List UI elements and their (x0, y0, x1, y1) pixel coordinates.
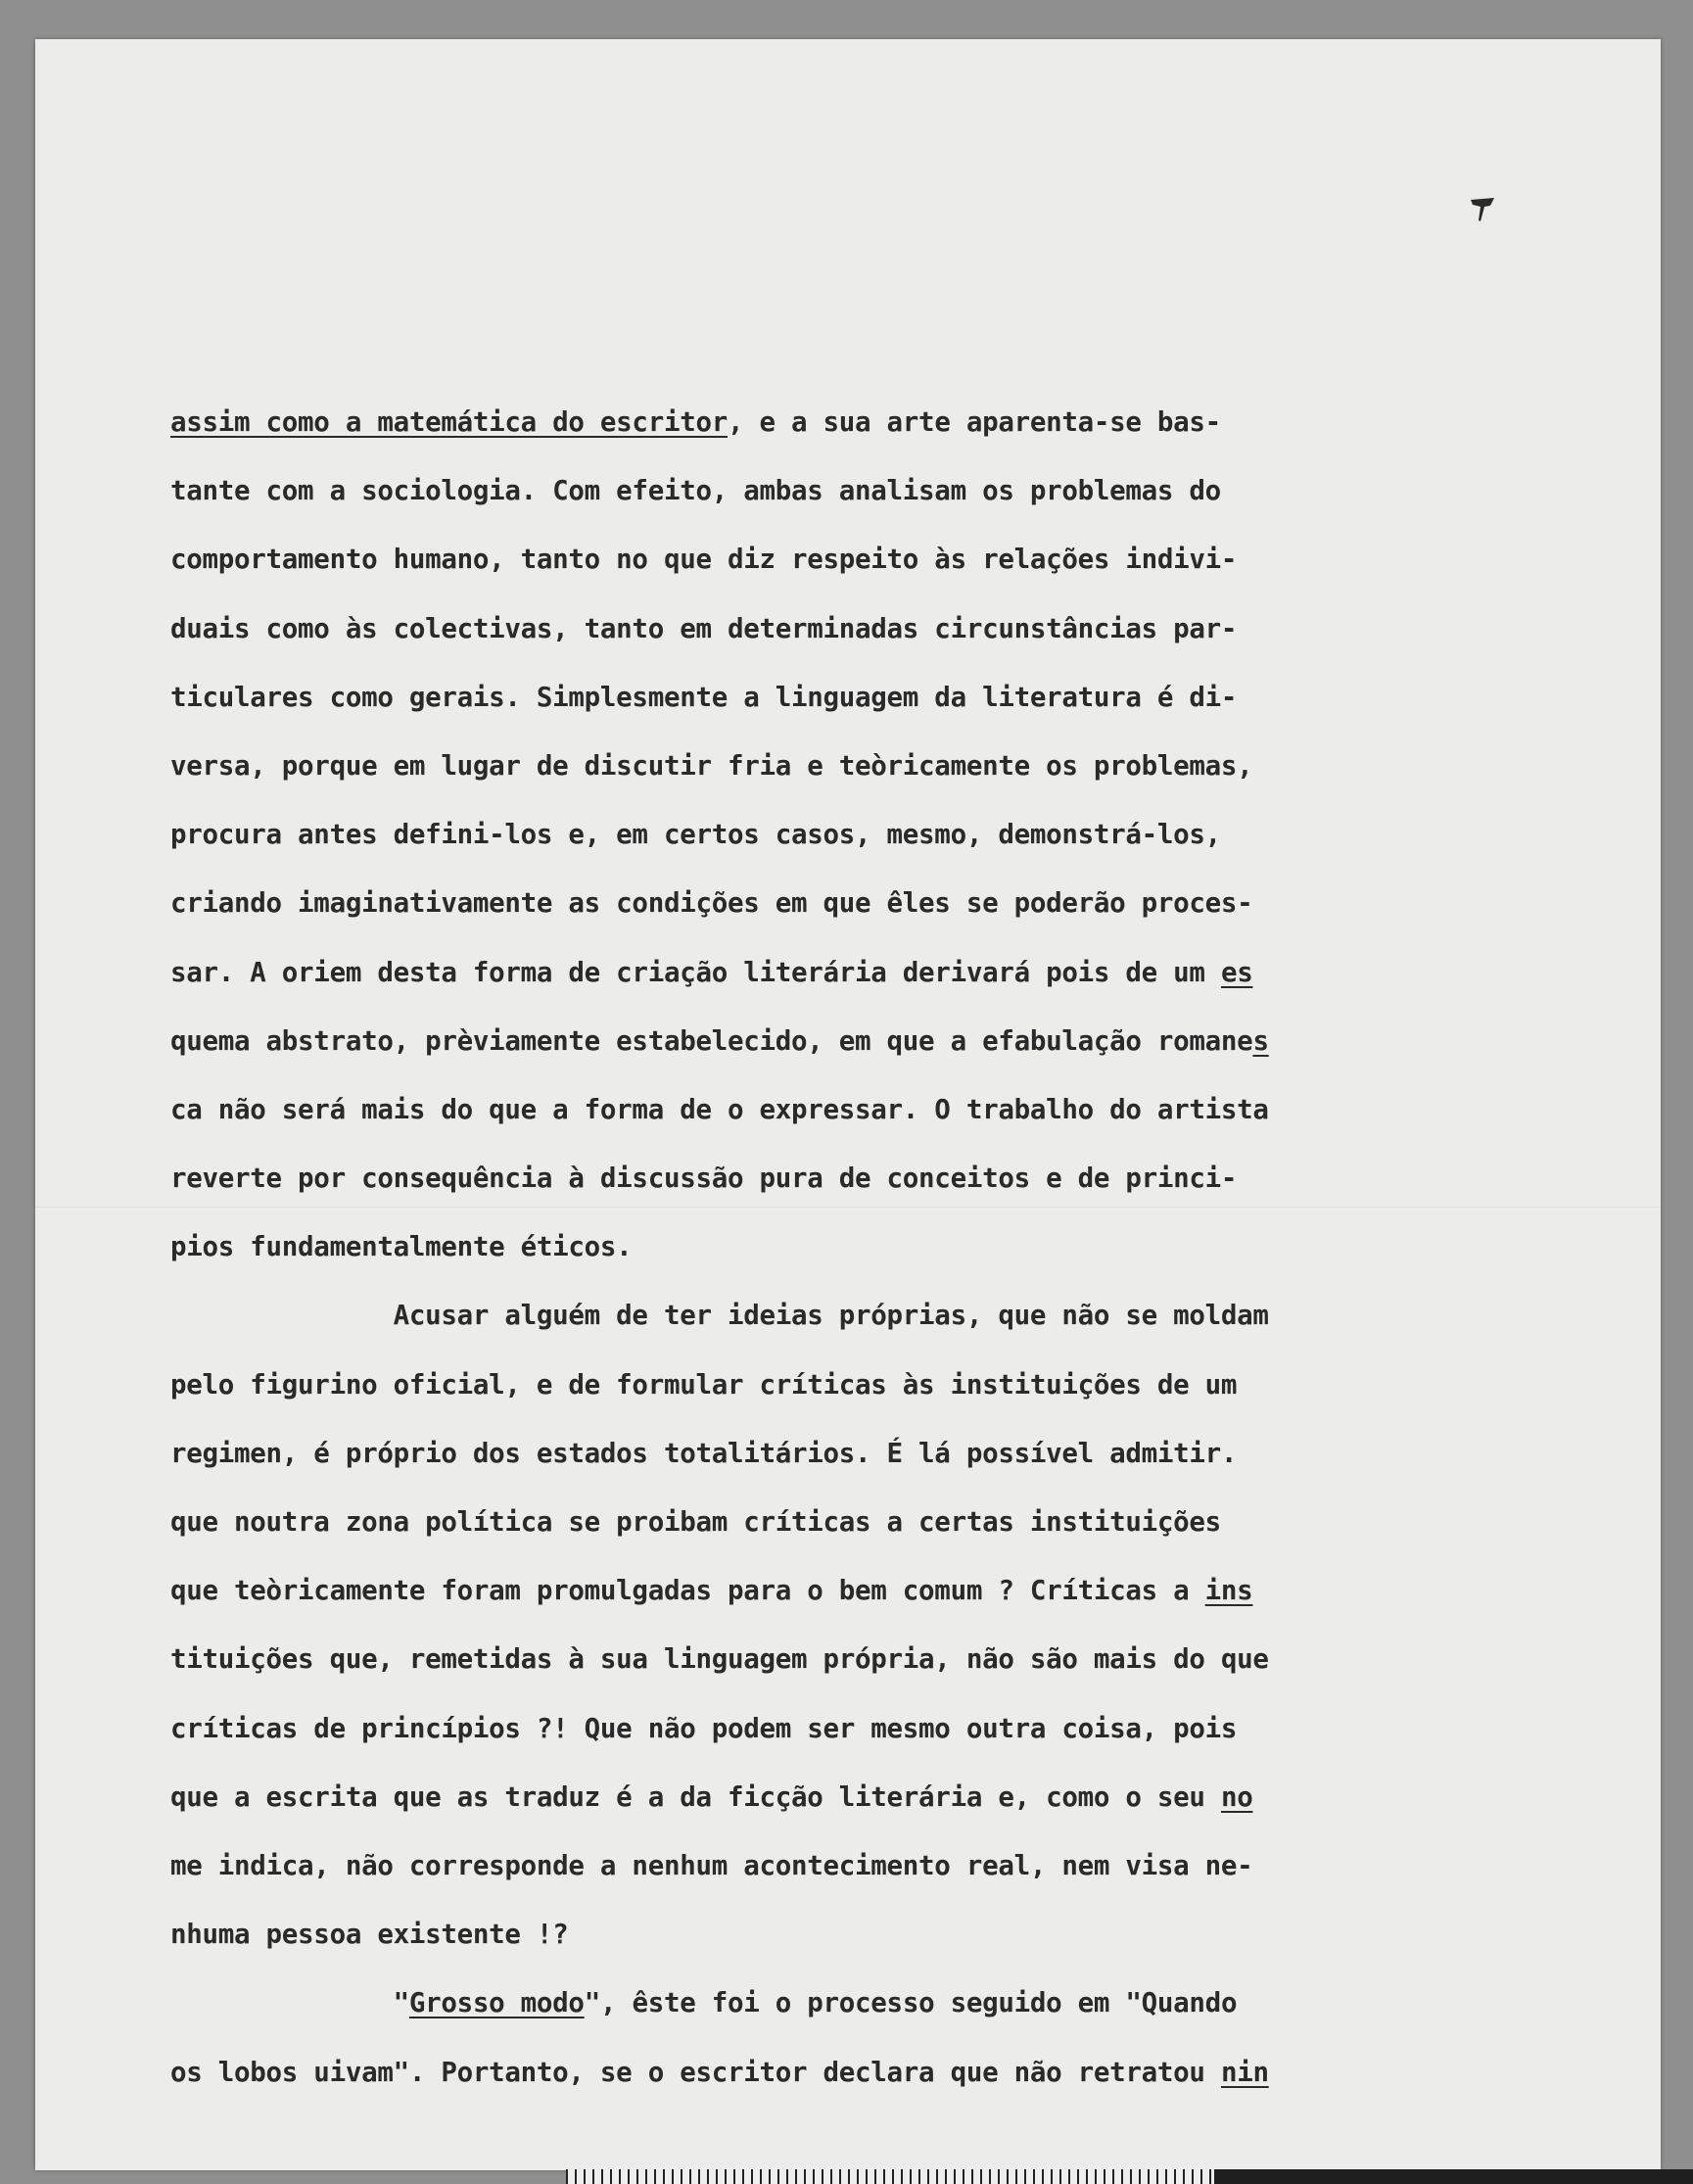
text-line-3: comportamento humano, tanto no que diz respeito às relações indivi- (170, 544, 1238, 576)
text-line-23: nhuma pessoa existente !? (170, 1919, 569, 1951)
text-line-22: me indica, não corresponde a nenhum acontecimento real, nem visa ne- (170, 1849, 1253, 1881)
text-line-18: que teòricamente foram promulgadas para o bem comum ? Críticas a ins (170, 1575, 1253, 1607)
text-line-14: Acusar alguém de ter ideias próprias, que não se moldam (170, 1300, 1269, 1332)
document-page (35, 39, 1661, 2170)
text-line-20: críticas de princípios ?! Que não podem ser mesmo outra coisa, pois (170, 1712, 1238, 1744)
text-line-5: ticulares como gerais. Simplesmente a linguagem da literatura é di- (170, 681, 1238, 713)
ink-mark-icon (1469, 194, 1498, 223)
underlined-fragment: ins (1204, 1575, 1253, 1607)
text-line-11: ca não será mais do que a forma de o expressar. O trabalho do artista (170, 1093, 1269, 1125)
text-line-13: pios fundamentalmente éticos. (170, 1231, 633, 1263)
underlined-phrase: Grosso modo (408, 1987, 585, 2019)
text-line-12: reverte por consequência à discussão pura de conceitos e de princi- (170, 1163, 1238, 1195)
text-line-16: regimen, é próprio dos estados totalitários. É lá possível admitir. (170, 1437, 1238, 1469)
text-line-1: assim como a matemática do escritor, e a sua arte aparenta-se bas- (170, 406, 1221, 438)
text-line-15: pelo figurino oficial, e de formular críticas às instituições de um (170, 1368, 1238, 1401)
text-line-8: criando imaginativamente as condições em que êles se poderão proces- (170, 887, 1253, 920)
underlined-fragment: no (1220, 1780, 1253, 1813)
underlined-fragment: s (1252, 1024, 1269, 1057)
scale-ruler-dark-segment (1214, 2169, 1693, 2184)
underlined-fragment: nin (1220, 2056, 1269, 2088)
text-line-4: duais como às colectivas, tanto em determinadas circunstâncias par- (170, 612, 1238, 644)
text-line-24: "Grosso modo", êste foi o processo seguido em "Quando (170, 1987, 1238, 2019)
typed-text (170, 388, 1561, 2107)
text-line-17: que noutra zona política se proibam críticas a certas instituições (170, 1506, 1221, 1538)
text-line-7: procura antes defini-los e, em certos casos, mesmo, demonstrá-los, (170, 819, 1221, 851)
underlined-phrase: assim como a matemática do escritor (170, 406, 728, 438)
text-line-2: tante com a sociologia. Com efeito, ambas analisam os problemas do (170, 475, 1221, 507)
text-line-10: quema abstrato, prèviamente estabelecido, em que a efabulação romanes (170, 1024, 1269, 1057)
text-line-19: tituições que, remetidas à sua linguagem própria, não são mais do que (170, 1643, 1269, 1676)
text-line-9: sar. A oriem desta forma de criação literária derivará pois de um es (170, 956, 1253, 988)
underlined-fragment: es (1220, 956, 1253, 988)
text-line-25: os lobos uivam". Portanto, se o escritor declara que não retratou nin (170, 2056, 1269, 2088)
text-line-21: que a escrita que as traduz é a da ficção literária e, como o seu no (170, 1780, 1253, 1813)
text-line-6: versa, porque em lugar de discutir fria e teòricamente os problemas, (170, 749, 1253, 782)
